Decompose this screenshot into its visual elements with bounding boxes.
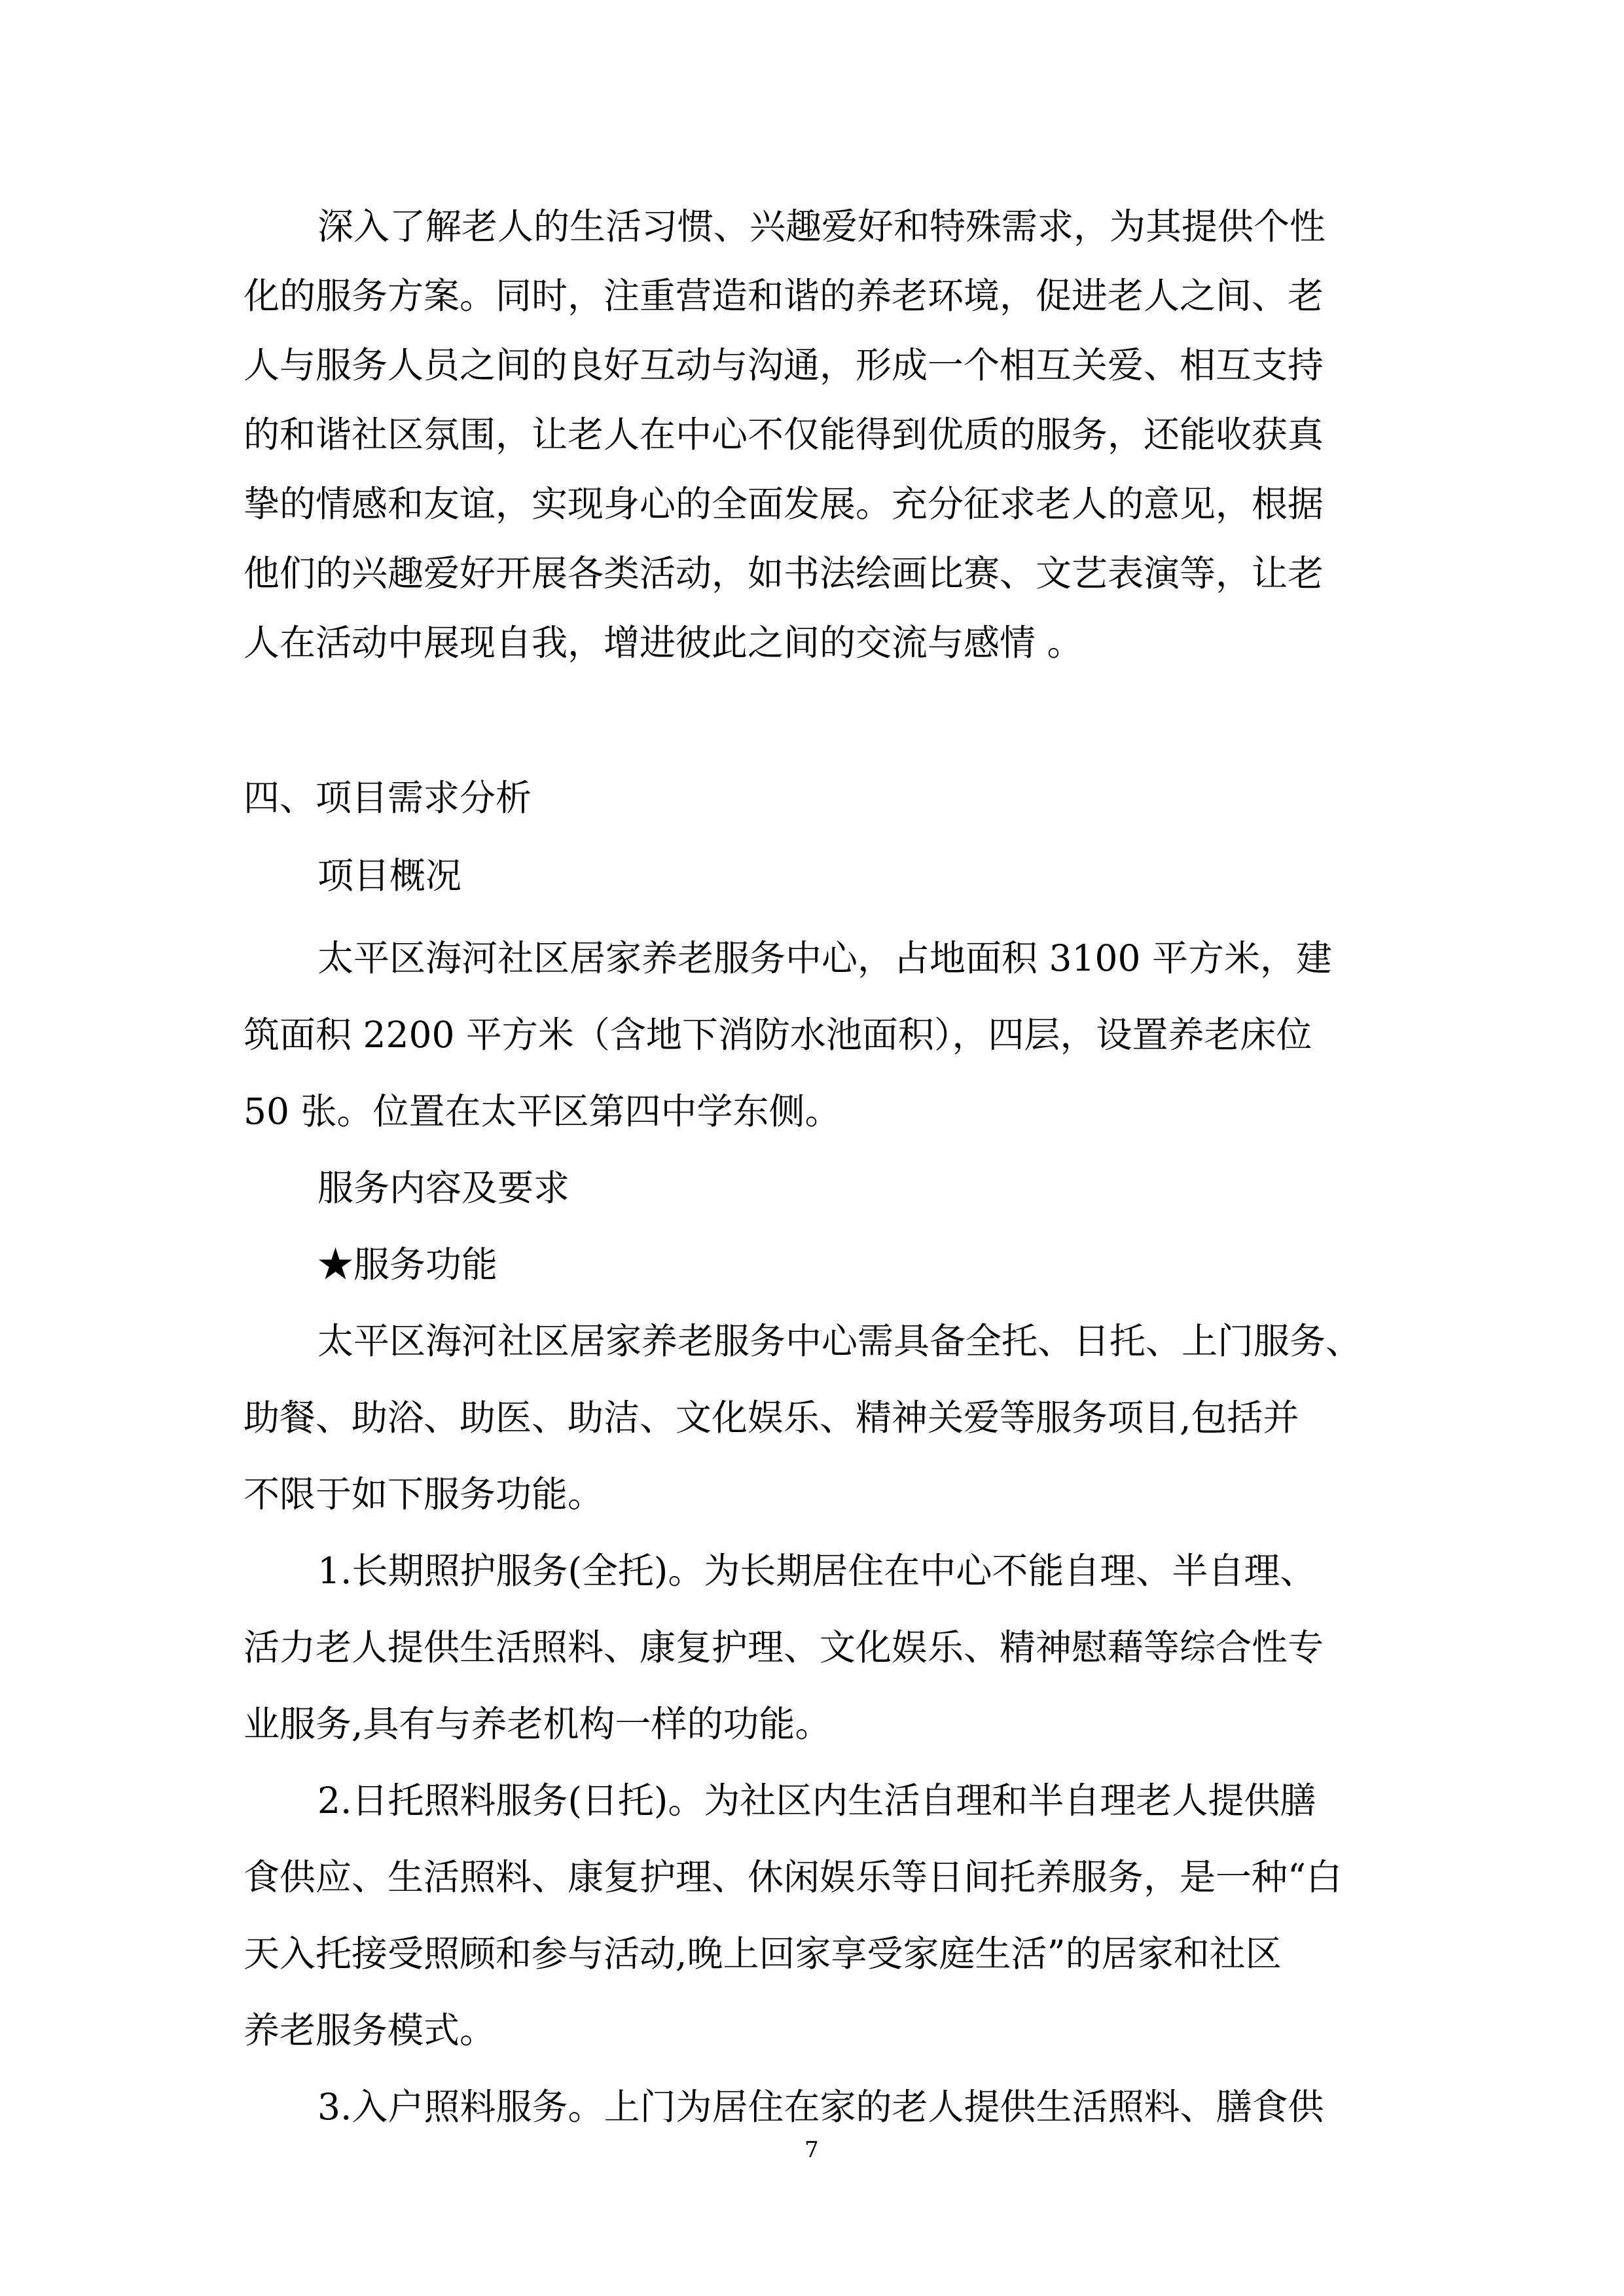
paragraph-line: 挚的情感和友谊，实现身心的全面发展。充分征求老人的意见，根据	[244, 483, 1324, 525]
functions-line: 太平区海河社区居家养老服务中心需具备全托、日托、上门服务、	[317, 1320, 1362, 1362]
list-item-line: 1.长期照护服务(全托)。为长期居住在中心不能自理、半自理、	[317, 1550, 1316, 1592]
overview-line: 筑面积 2200 平方米（含地下消防水池面积），四层，设置养老床位	[244, 1014, 1312, 1056]
list-item-line: 食供应、生活照料、康复护理、休闲娱乐等日间托养服务，是一种“白	[244, 1856, 1343, 1898]
paragraph-line: 的和谐社区氛围，让老人在中心不仅能得到优质的服务，还能收获真	[244, 414, 1324, 456]
list-item-line: 天入托接受照顾和参与活动,晚上回家享受家庭生活”的居家和社区	[244, 1933, 1282, 1975]
list-item-line: 养老服务模式。	[244, 2009, 496, 2051]
paragraph-line: 他们的兴趣爱好开展各类活动，如书法绘画比赛、文艺表演等，让老	[244, 552, 1324, 594]
subheading-functions: ★服务功能	[317, 1244, 498, 1285]
section-heading: 四、项目需求分析	[244, 777, 532, 819]
list-item-line: 2.日托照料服务(日托)。为社区内生活自理和半自理老人提供膳	[317, 1780, 1316, 1821]
functions-line: 助餐、助浴、助医、助洁、文化娱乐、精神关爱等服务项目,包括并	[244, 1397, 1299, 1439]
page-number: 7	[804, 2137, 819, 2163]
functions-line: 不限于如下服务功能。	[244, 1473, 604, 1515]
overview-line: 50 张。位置在太平区第四中学东侧。	[244, 1090, 841, 1132]
paragraph-line: 人与服务人员之间的良好互动与沟通，形成一个相互关爱、相互支持	[244, 344, 1324, 386]
overview-line: 太平区海河社区居家养老服务中心，占地面积 3100 平方米，建	[317, 937, 1332, 979]
list-item-line: 业服务,具有与养老机构一样的功能。	[244, 1703, 831, 1745]
paragraph-line: 深入了解老人的生活习惯、兴趣爱好和特殊需求，为其提供个性	[317, 206, 1326, 247]
subheading-services: 服务内容及要求	[317, 1167, 570, 1209]
paragraph-line: 化的服务方案。同时，注重营造和谐的养老环境，促进老人之间、老	[244, 275, 1324, 317]
paragraph-line: 人在活动中展现自我，增进彼此之间的交流与感情 。	[244, 622, 1083, 664]
subheading-overview: 项目概况	[317, 855, 462, 897]
list-item-line: 活力老人提供生活照料、康复护理、文化娱乐、精神慰藉等综合性专	[244, 1626, 1324, 1668]
list-item-line: 3.入户照料服务。上门为居住在家的老人提供生活照料、膳食供	[317, 2086, 1324, 2128]
